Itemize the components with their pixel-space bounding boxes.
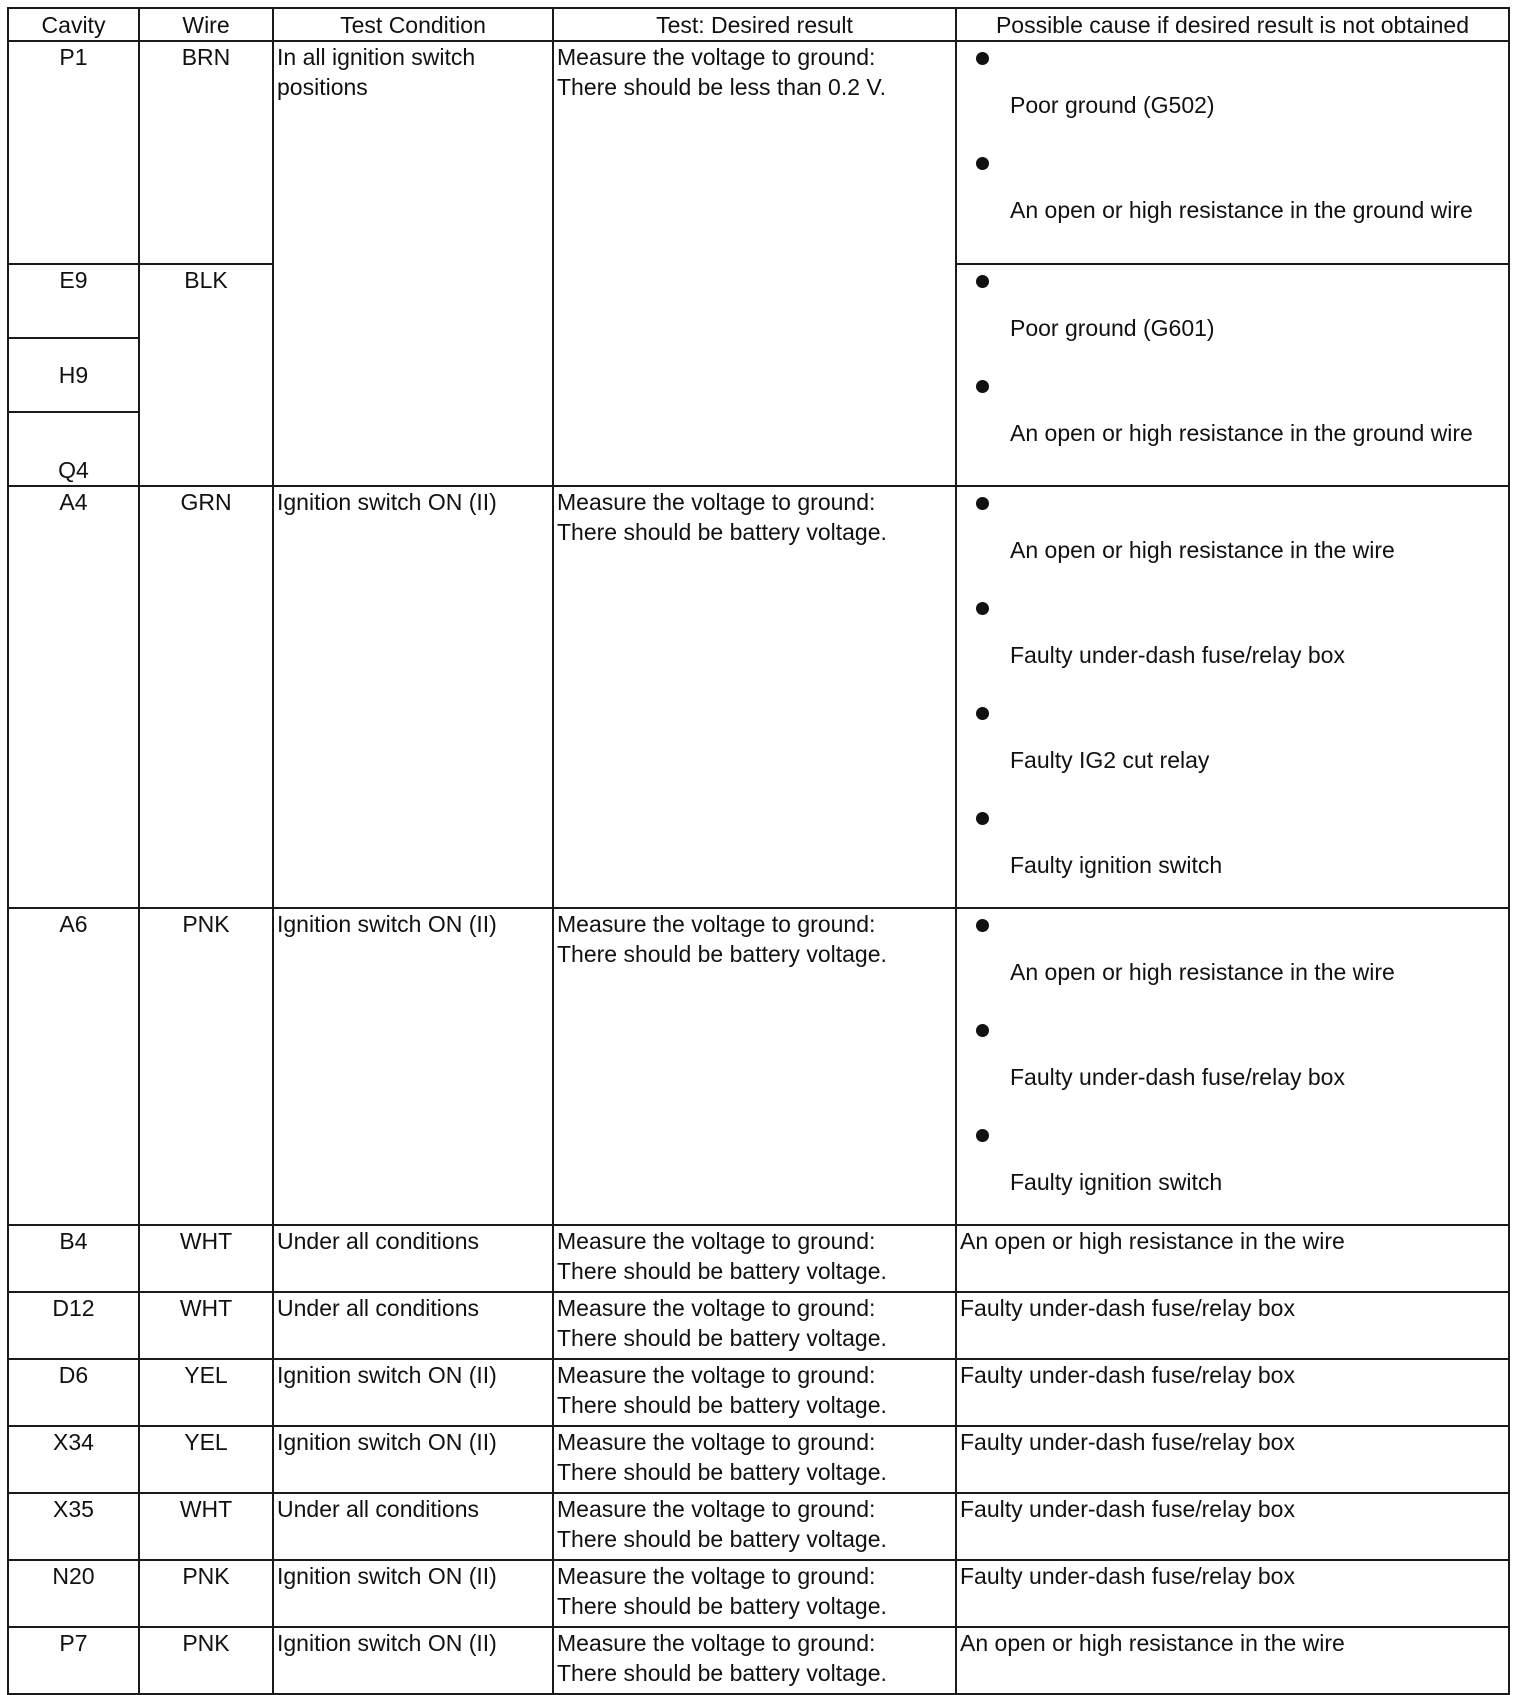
result-cell: Measure the voltage to ground: There should be less than 0.2 V.: [553, 41, 956, 486]
table-row: [8, 41, 1509, 264]
cause-cell: Faulty under-dash fuse/relay box: [956, 1426, 1509, 1493]
cause-cell: Faulty under-dash fuse/relay box: [956, 1560, 1509, 1627]
result-cell: Measure the voltage to ground: There should be battery voltage.: [553, 1493, 956, 1560]
cause-cell: [956, 41, 1509, 264]
cause-text: An open or high resistance in the wire: [1010, 959, 1395, 985]
bullet-icon: [976, 707, 989, 720]
wire-cell: PNK: [139, 1560, 273, 1627]
cause-text: An open or high resistance in the ground wire: [1010, 420, 1473, 446]
document-page: [7, 7, 1510, 1695]
cause-cell: Faulty under-dash fuse/relay box: [956, 1359, 1509, 1426]
cause-text: Poor ground (G502): [1010, 92, 1215, 118]
header-test-condition: Test Condition: [273, 8, 553, 41]
header-row: [8, 8, 1509, 41]
wire-cell: BRN: [139, 41, 273, 264]
cause-text: Faulty under-dash fuse/relay box: [1010, 642, 1345, 668]
cause-cell: An open or high resistance in the wire: [956, 1225, 1509, 1292]
cavity-cell: D6: [8, 1359, 139, 1426]
condition-cell: Ignition switch ON (II): [273, 1359, 553, 1426]
result-cell: Measure the voltage to ground: There should be battery voltage.: [553, 908, 956, 1225]
cause-cell: Faulty under-dash fuse/relay box: [956, 1493, 1509, 1560]
wire-cell: GRN: [139, 486, 273, 908]
result-cell: Measure the voltage to ground: There should be battery voltage.: [553, 1627, 956, 1694]
cause-text: Faulty ignition switch: [1010, 1169, 1223, 1195]
wire-cell: WHT: [139, 1292, 273, 1359]
wire-cell: WHT: [139, 1225, 273, 1292]
cavity-cell: E9: [8, 264, 139, 338]
cavity-cell: Q4: [8, 412, 139, 486]
bullet-icon: [976, 275, 989, 288]
cavity-cell: A4: [8, 486, 139, 908]
condition-cell: Ignition switch ON (II): [273, 486, 553, 908]
table-row: [8, 1359, 1509, 1426]
cause-text: Faulty ignition switch: [1010, 852, 1223, 878]
bullet-icon: [976, 497, 989, 510]
cause-text: An open or high resistance in the ground wire: [1010, 197, 1473, 223]
cause-item: [976, 802, 1505, 907]
cavity-cell: N20: [8, 1560, 139, 1627]
result-cell: Measure the voltage to ground: There should be battery voltage.: [553, 1426, 956, 1493]
bullet-icon: [976, 602, 989, 615]
wire-cell: WHT: [139, 1493, 273, 1560]
result-cell: Measure the voltage to ground: There should be battery voltage.: [553, 1560, 956, 1627]
cavity-cell: P1: [8, 41, 139, 264]
condition-cell: In all ignition switch positions: [273, 41, 553, 486]
condition-cell: Under all conditions: [273, 1225, 553, 1292]
cause-item: [976, 1014, 1505, 1119]
cause-item: [976, 370, 1505, 475]
condition-cell: Under all conditions: [273, 1292, 553, 1359]
result-cell: Measure the voltage to ground: There should be battery voltage.: [553, 486, 956, 908]
wire-cell: PNK: [139, 908, 273, 1225]
table-row: [8, 1225, 1509, 1292]
result-cell: Measure the voltage to ground: There should be battery voltage.: [553, 1292, 956, 1359]
header-wire: Wire: [139, 8, 273, 41]
header-cavity: Cavity: [8, 8, 139, 41]
condition-cell: Under all conditions: [273, 1493, 553, 1560]
cause-item: [976, 909, 1505, 1014]
wire-cell: BLK: [139, 264, 273, 486]
bullet-icon: [976, 52, 989, 65]
condition-cell: Ignition switch ON (II): [273, 1426, 553, 1493]
cause-cell: [956, 264, 1509, 486]
table-row: [8, 1627, 1509, 1694]
wire-cell: YEL: [139, 1426, 273, 1493]
cavity-cell: A6: [8, 908, 139, 1225]
cause-cell: Faulty under-dash fuse/relay box: [956, 1292, 1509, 1359]
cavity-cell: P7: [8, 1627, 139, 1694]
cause-item: [976, 1119, 1505, 1224]
table-row: [8, 1493, 1509, 1560]
header-desired-result: Test: Desired result: [553, 8, 956, 41]
cause-cell: [956, 486, 1509, 908]
cavity-cell: X35: [8, 1493, 139, 1560]
cause-text: Faulty IG2 cut relay: [1010, 747, 1210, 773]
wire-cell: PNK: [139, 1627, 273, 1694]
cause-cell: [956, 908, 1509, 1225]
cause-item: [976, 592, 1505, 697]
bullet-icon: [976, 1024, 989, 1037]
bullet-icon: [976, 919, 989, 932]
cavity-cell: H9: [8, 338, 139, 412]
table-row: [8, 486, 1509, 908]
cause-item: [976, 697, 1505, 802]
cause-cell: An open or high resistance in the wire: [956, 1627, 1509, 1694]
bullet-icon: [976, 1129, 989, 1142]
cause-text: An open or high resistance in the wire: [1010, 537, 1395, 563]
cause-text: Faulty under-dash fuse/relay box: [1010, 1064, 1345, 1090]
result-cell: Measure the voltage to ground: There should be battery voltage.: [553, 1359, 956, 1426]
table-row: [8, 1426, 1509, 1493]
cause-text: Poor ground (G601): [1010, 315, 1215, 341]
simple-rows: [8, 1225, 1509, 1694]
table-row: [8, 908, 1509, 1225]
cavity-cell: B4: [8, 1225, 139, 1292]
result-cell: Measure the voltage to ground: There should be battery voltage.: [553, 1225, 956, 1292]
connector-test-table: [7, 7, 1510, 1695]
condition-cell: Ignition switch ON (II): [273, 1627, 553, 1694]
bullet-icon: [976, 157, 989, 170]
table-row: [8, 1560, 1509, 1627]
header-possible-cause: Possible cause if desired result is not obtained: [956, 8, 1509, 41]
cavity-cell: D12: [8, 1292, 139, 1359]
cause-item: [976, 265, 1505, 370]
cause-item: [976, 487, 1505, 592]
cause-item: [976, 42, 1505, 147]
bullet-icon: [976, 380, 989, 393]
wire-cell: YEL: [139, 1359, 273, 1426]
table-row: [8, 1292, 1509, 1359]
condition-cell: Ignition switch ON (II): [273, 1560, 553, 1627]
bullet-icon: [976, 812, 989, 825]
condition-cell: Ignition switch ON (II): [273, 908, 553, 1225]
cavity-cell: X34: [8, 1426, 139, 1493]
cause-item: [976, 147, 1505, 252]
